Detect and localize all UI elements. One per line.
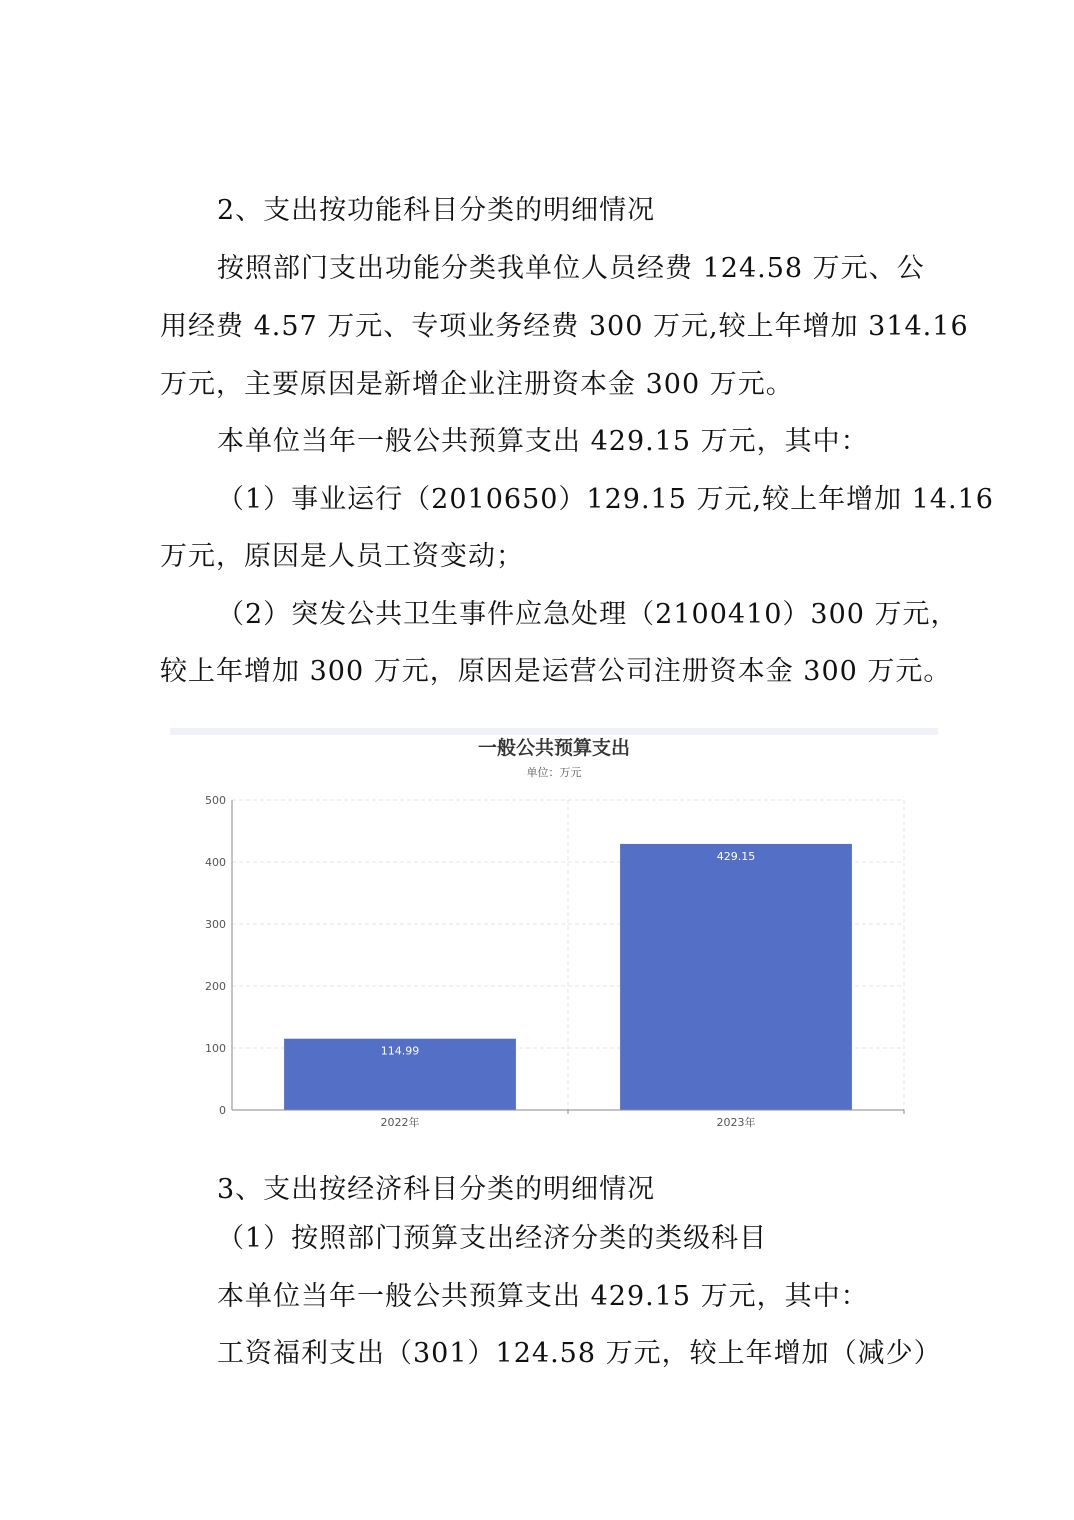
y-tick-label: 300 bbox=[205, 918, 226, 931]
y-tick-label: 0 bbox=[219, 1104, 226, 1117]
section3-para: 本单位当年一般公共预算支出 429.15 万元，其中： bbox=[217, 1281, 869, 1312]
section2-item2-line2: 较上年增加 300 万元，原因是运营公司注册资本金 300 万元。 bbox=[160, 656, 952, 687]
bar bbox=[620, 844, 852, 1110]
section3-sub1: （1）按照部门预算支出经济分类的类级科目 bbox=[217, 1223, 768, 1254]
section2-para1-line3: 万元，主要原因是新增企业注册资本金 300 万元。 bbox=[160, 369, 794, 400]
section2-para2: 本单位当年一般公共预算支出 429.15 万元，其中： bbox=[217, 426, 869, 457]
y-tick-label: 500 bbox=[205, 794, 226, 807]
chart-subtitle: 单位：万元 bbox=[526, 766, 582, 779]
section2-heading: 2、支出按功能科目分类的明细情况 bbox=[217, 195, 656, 226]
bar-value-label: 114.99 bbox=[380, 1044, 420, 1058]
x-tick-label: 2023年 bbox=[716, 1116, 756, 1129]
section2-para1-line1: 按照部门支出功能分类我单位人员经费 124.58 万元、公 bbox=[217, 253, 925, 284]
section2-item2-line1: （2）突发公共卫生事件应急处理（2100410）300 万元， bbox=[217, 599, 959, 630]
y-tick-label: 400 bbox=[205, 856, 226, 869]
y-tick-label: 100 bbox=[205, 1042, 226, 1055]
section2-para1-line2: 用经费 4.57 万元、专项业务经费 300 万元,较上年增加 314.16 bbox=[160, 311, 969, 342]
bar-chart-svg bbox=[170, 728, 938, 1138]
section2-item1-line1: （1）事业运行（2010650）129.15 万元,较上年增加 14.16 bbox=[217, 484, 994, 515]
budget-chart bbox=[170, 728, 938, 1138]
section3-heading: 3、支出按经济科目分类的明细情况 bbox=[217, 1174, 656, 1205]
chart-title: 一般公共预算支出 bbox=[477, 737, 631, 759]
section2-item1-line2: 万元，原因是人员工资变动； bbox=[160, 541, 524, 572]
x-tick-label: 2022年 bbox=[380, 1116, 420, 1129]
section3-item: 工资福利支出（301）124.58 万元，较上年增加（减少） bbox=[217, 1338, 942, 1369]
y-tick-label: 200 bbox=[205, 980, 226, 993]
bar-value-label: 429.15 bbox=[716, 849, 756, 863]
chart-top-bar bbox=[170, 728, 938, 735]
